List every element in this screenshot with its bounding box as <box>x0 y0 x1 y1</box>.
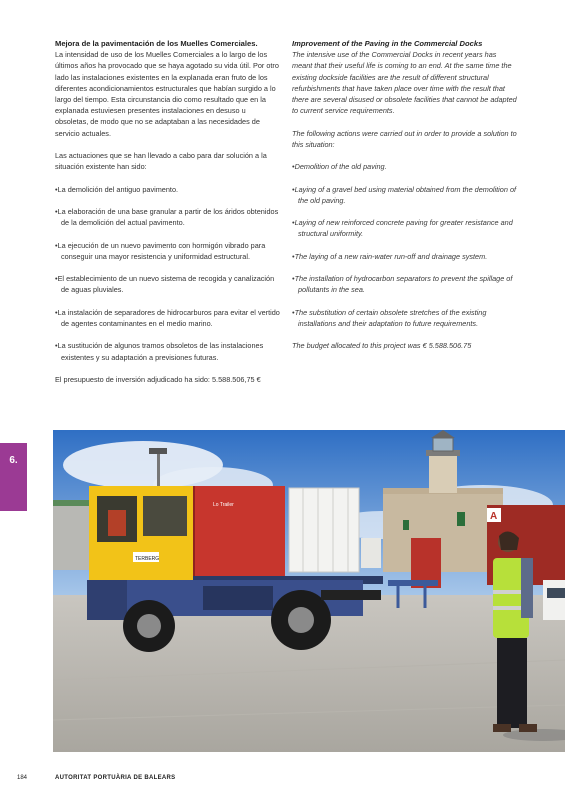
container-brand: Lo Trailer <box>213 502 234 508</box>
english-heading: Improvement of the Paving in the Commercial Docks <box>292 39 483 48</box>
container <box>53 500 89 570</box>
list-item: • El establecimiento de un nuevo sistema de recogida y canalización de aguas pluviales. <box>55 273 280 295</box>
list-item: • La instalación de separadores de hidrocarburos para evitar el vertido de agentes contaminantes en el medio marino. <box>55 307 280 329</box>
publication-name: AUTORITAT PORTUÀRIA DE BALEARS <box>55 775 176 781</box>
list-item: • La elaboración de una base granular a partir de los áridos obtenidos de la demolición del actual pavimento. <box>55 206 280 228</box>
english-budget: The budget allocated to this project was € 5.588.506.75 <box>292 341 472 351</box>
container-letter: A <box>490 511 498 522</box>
list-item: • The installation of hydrocarbon separators to prevent the spillage of pollutants in the sea. <box>292 273 517 295</box>
vehicle <box>543 580 565 620</box>
dock-photo <box>53 430 565 752</box>
list-item: • La sustitución de algunos tramos obsoletos de las instalaciones existentes y su adaptación a previsiones futuras. <box>55 340 280 362</box>
truck-plate: TERBERG <box>135 556 160 562</box>
spanish-budget: El presupuesto de inversión adjudicado ha sido: 5.588.506,75 € <box>55 374 261 384</box>
english-actions-intro: The following actions were carried out in order to provide a solution to this situation: <box>292 128 517 149</box>
spanish-actions-list <box>55 184 280 363</box>
list-item: • Laying of a gravel bed using material obtained from the demolition of the old paving. <box>292 184 517 206</box>
list-item: • La demolición del antiguo pavimento. <box>55 184 280 195</box>
spanish-column <box>55 38 280 396</box>
list-item: • Laying of new reinforced concrete paving for greater resistance and structural uniformity. <box>292 217 517 239</box>
english-intro: The intensive use of the Commercial Docks in recent years has meant that their useful life is coming to an end. At the same time the existing dockside facilities are the result of different structural refurbishments that have taken place over time with the result that there are several disused or obsolete facilities that cannot be adapted to current service requirements. <box>292 50 517 116</box>
page-number: 184 <box>17 775 28 781</box>
list-item: • The substitution of certain obsolete stretches of the existing installations and their adaptation to future requirements. <box>292 307 517 329</box>
container <box>193 486 285 578</box>
spanish-actions-intro: Las actuaciones que se han llevado a cabo para dar solución a la situación existente han sido: <box>55 151 267 172</box>
chapter-tab: 6. <box>0 443 27 511</box>
english-actions-list <box>292 161 517 329</box>
list-item: • Demolition of the old paving. <box>292 161 517 172</box>
english-column <box>292 38 517 363</box>
spanish-intro: La intensidad de uso de los Muelles Comerciales a lo largo de los últimos años ha provocado que se haya agotado su vida útil. Por otro lado las instalaciones existentes en la explanada eran fruto de los diferentes acondicionamientos estructurales que habían surgido a lo largo del tiempo. Esta circunstancia dio como resultado que en la explanada estuviesen presentes instalaciones en desuso u obsoletas, de modo que no se adaptaban a las necesidades de servicio actuales. <box>55 50 279 138</box>
list-item: • The laying of a new rain-water run-off and drainage system. <box>292 251 517 262</box>
spanish-heading: Mejora de la pavimentación de los Muelles Comerciales. <box>55 39 258 48</box>
container <box>361 538 381 568</box>
list-item: • La ejecución de un nuevo pavimento con hormigón vibrado para conseguir una mayor resistencia y uniformidad estructural. <box>55 240 280 262</box>
